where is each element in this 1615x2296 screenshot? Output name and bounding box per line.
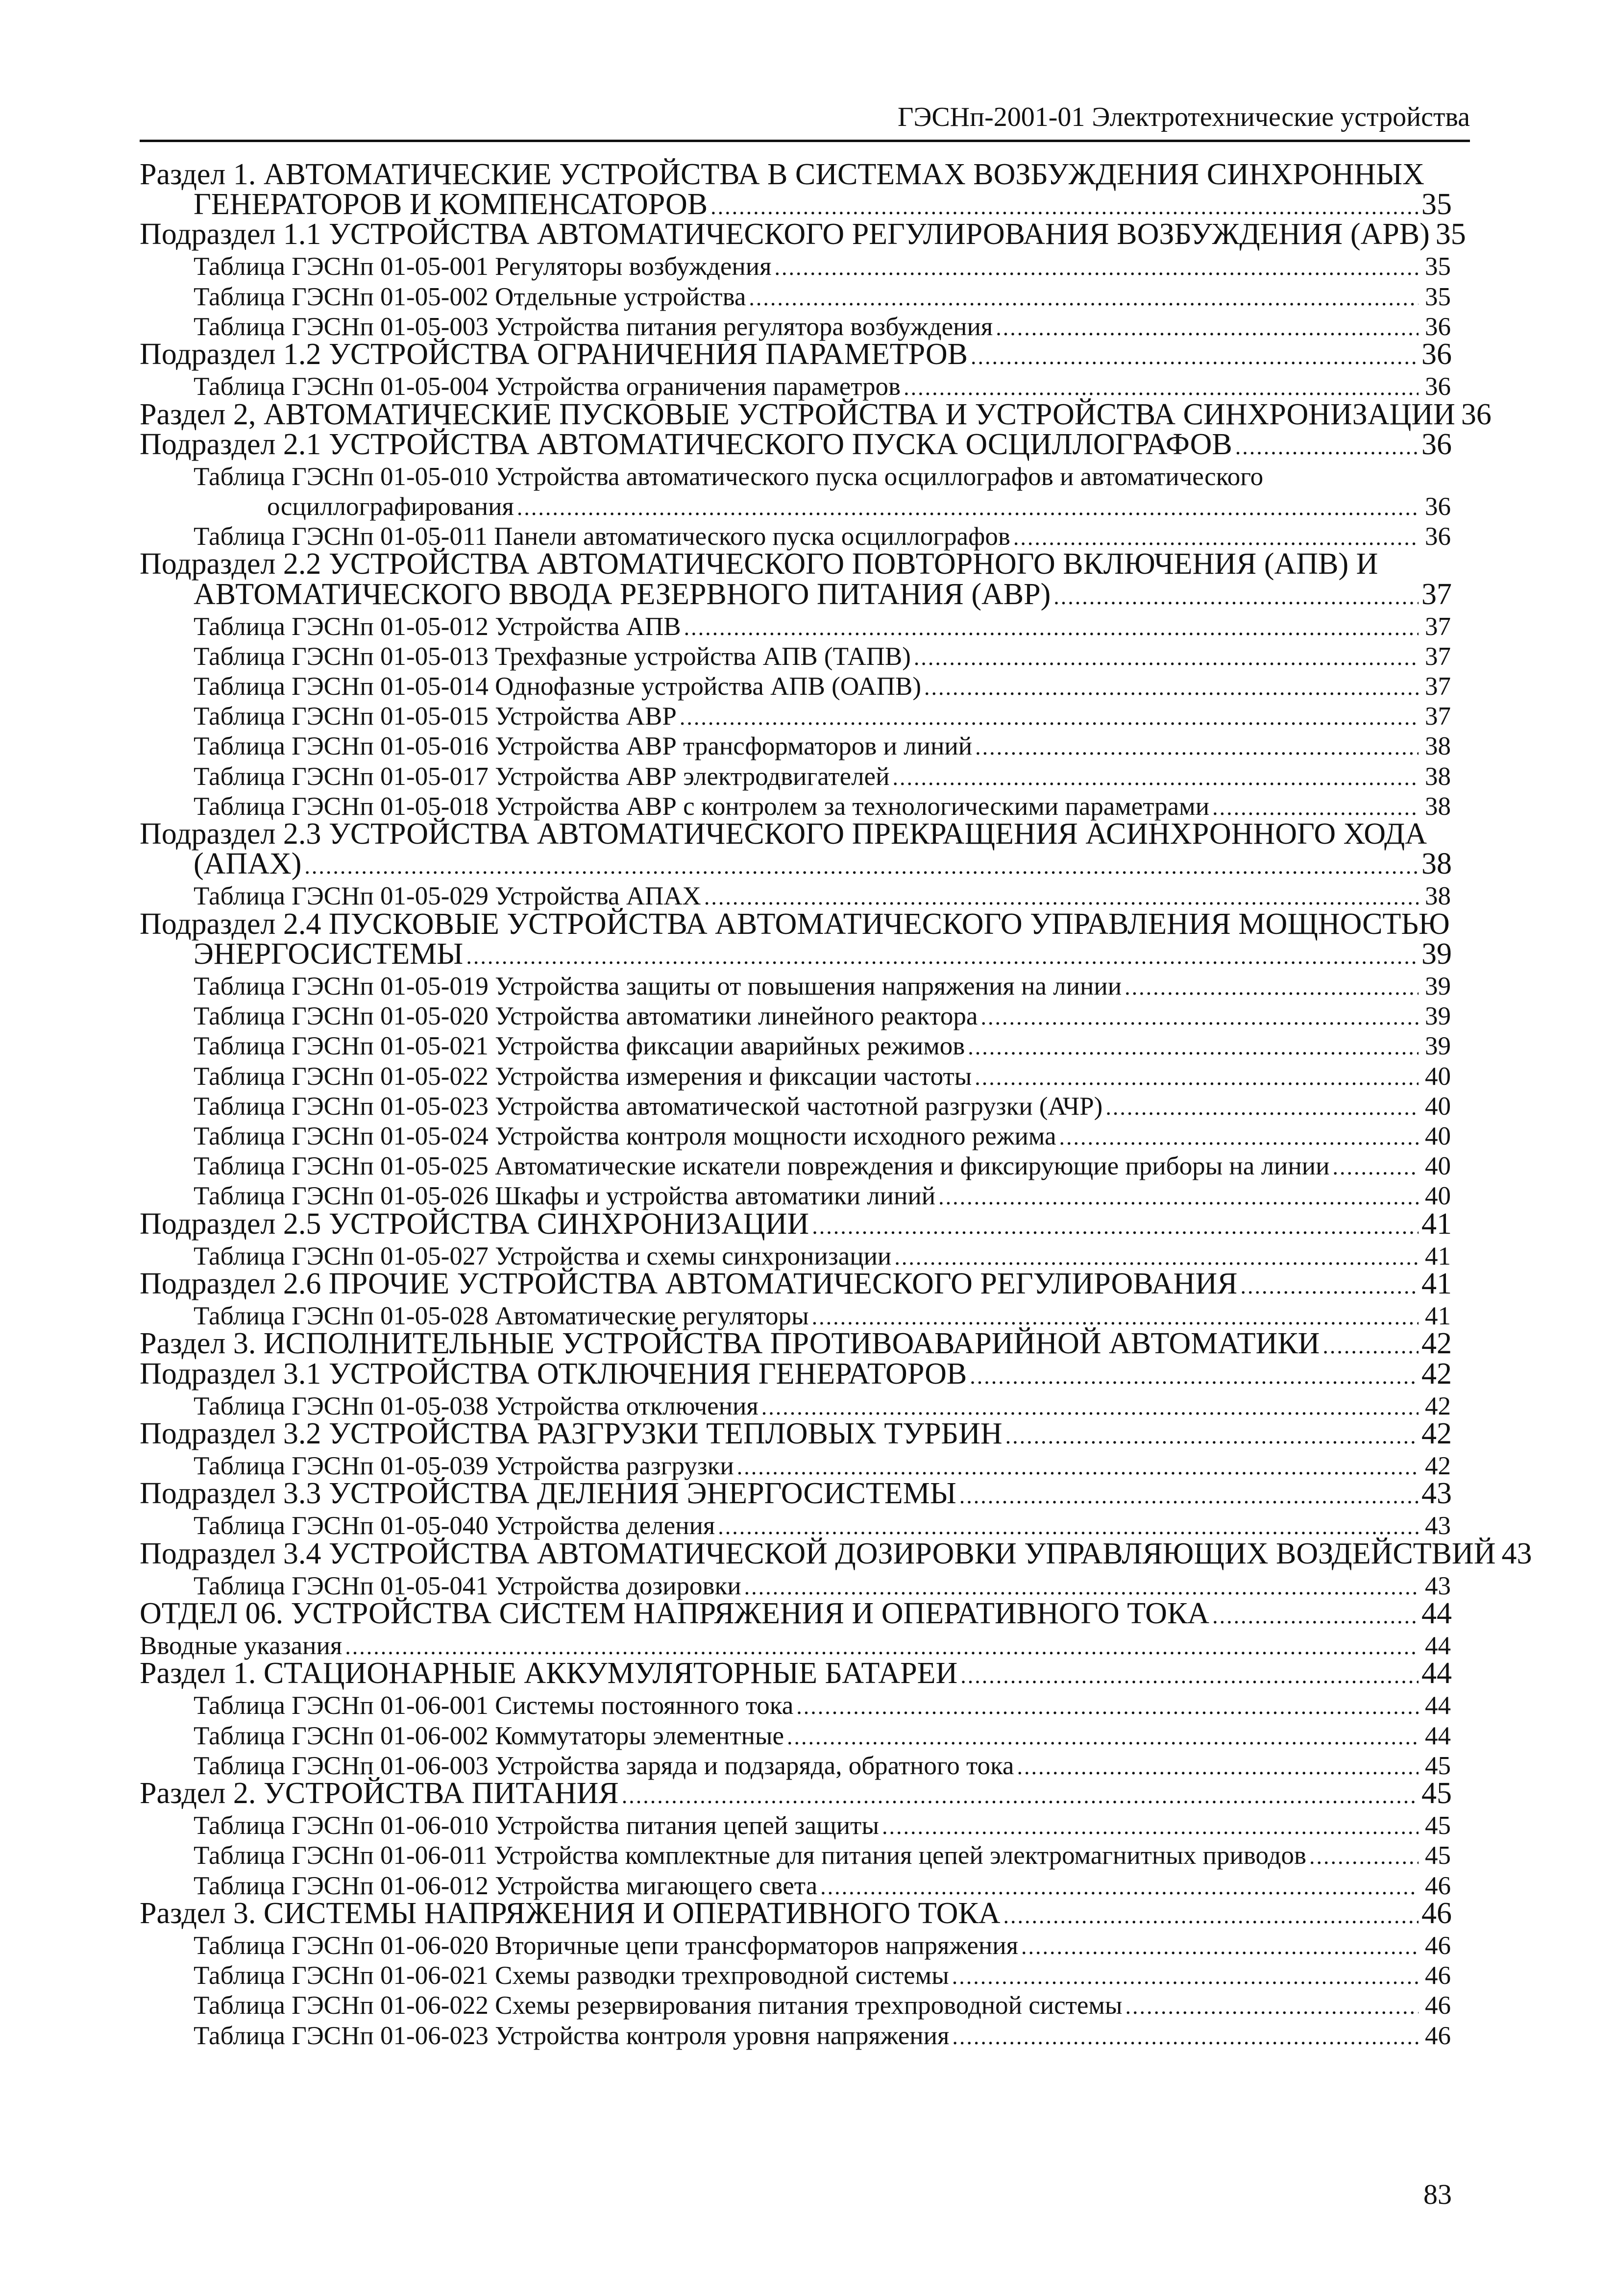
dot-leader (882, 1814, 1419, 1839)
dot-leader (1309, 1844, 1419, 1869)
toc-entry-title: Таблица ГЭСНп 01-05-004 Устройства ограничения параметров (194, 372, 901, 401)
toc-line (140, 1327, 1451, 1360)
dot-leader (952, 2025, 1419, 2050)
toc-entry-title: осциллографирования (267, 492, 514, 521)
toc-line (140, 338, 1451, 371)
toc-entry-title: Таблица ГЭСНп 01-05-010 Устройства автоматического пуска осциллографов и автоматического (194, 462, 1264, 491)
toc-line (140, 397, 1492, 431)
toc-entry-page: 41 (1421, 1207, 1452, 1241)
toc-entry-page: 44 (1421, 1597, 1452, 1630)
toc-line (194, 972, 1451, 1001)
toc-entry-page: 37 (1425, 642, 1451, 671)
dot-leader (304, 854, 1419, 879)
toc-entry-page: 44 (1425, 1721, 1451, 1750)
toc-entry (0, 1777, 1615, 1813)
toc-entry-title: Таблица ГЭСНп 01-05-026 Шкафы и устройства автоматики линий (194, 1182, 936, 1211)
dot-leader (1332, 1155, 1419, 1180)
dot-leader (517, 495, 1419, 520)
toc-entry (0, 1357, 1615, 1393)
toc-line (194, 1242, 1451, 1270)
dot-leader (1013, 525, 1419, 550)
toc-entry-page: 36 (1425, 522, 1451, 551)
toc-entry-title: Таблица ГЭСНп 01-06-011 Устройства комплектные для питания цепей электромагнитных приводов (194, 1841, 1307, 1870)
toc-entry (0, 1207, 1615, 1244)
toc-entry (0, 1933, 1615, 1963)
toc-entry-title: ЭНЕРГОСИСТЕМЫ (194, 937, 464, 971)
toc-line (194, 1691, 1451, 1720)
toc-line (140, 218, 1466, 251)
toc-line (140, 1477, 1451, 1510)
toc-entry-title: Таблица ГЭСНп 01-05-016 Устройства АВР трансформаторов и линий (194, 732, 973, 761)
toc-entry-title: Таблица ГЭСНп 01-05-018 Устройства АВР с контролем за технологическими параметрами (194, 792, 1210, 821)
toc-line (140, 158, 1451, 191)
toc-entry-title: Таблица ГЭСНп 01-06-022 Схемы резервирования питания трехпроводной системы (194, 1991, 1123, 2020)
toc-entry-title: Раздел 1. СТАЦИОНАРНЫЕ АККУМУЛЯТОРНЫЕ БАТАРЕИ (140, 1657, 958, 1690)
toc-line (194, 1182, 1451, 1210)
toc-entry-title: Раздел 3. СИСТЕМЫ НАПРЯЖЕНИЯ И ОПЕРАТИВНОГО ТОКА (140, 1896, 1001, 1930)
page-number: 83 (1423, 2178, 1452, 2210)
toc-entry (0, 974, 1615, 1003)
toc-entry-title: Таблица ГЭСНп 01-05-025 Автоматические искатели повреждения и фиксирующие приборы на линии (194, 1152, 1330, 1181)
toc-entry-title: Подраздел 3.1 УСТРОЙСТВА ОТКЛЮЧЕНИЯ ГЕНЕРАТОРОВ (140, 1357, 967, 1391)
toc-line (194, 1062, 1451, 1091)
toc-line (194, 2022, 1451, 2050)
toc-entry (0, 614, 1615, 644)
toc-line (267, 492, 1451, 521)
toc-entry-title: Раздел 2, АВТОМАТИЧЕСКИЕ ПУСКОВЫЕ УСТРОЙСТВА И УСТРОЙСТВА СИНХРОНИЗАЦИИ (140, 397, 1455, 431)
dot-leader (737, 1455, 1419, 1480)
toc-entry (0, 427, 1615, 464)
toc-entry (0, 494, 1615, 524)
dot-leader (345, 1635, 1419, 1660)
toc-entry (0, 1153, 1615, 1183)
toc-entry (0, 218, 1615, 254)
toc-entry-title: Таблица ГЭСНп 01-06-021 Схемы разводки трехпроводной системы (194, 1961, 949, 1990)
toc-entry-page: 43 (1421, 1477, 1452, 1511)
dot-leader (761, 1395, 1419, 1420)
toc-line (194, 1991, 1451, 2020)
toc-entry-page: 45 (1425, 1841, 1451, 1870)
toc-entry-page: 39 (1421, 937, 1452, 971)
toc-line (194, 578, 1451, 611)
toc-entry (0, 1267, 1615, 1303)
toc-entry-title: Таблица ГЭСНп 01-05-014 Однофазные устройства АПВ (ОАПВ) (194, 672, 922, 701)
dot-leader (1021, 1934, 1419, 1959)
toc-entry-title: Таблица ГЭСНп 01-05-021 Устройства фиксации аварийных режимов (194, 1032, 965, 1061)
toc-entry (0, 937, 1615, 974)
dot-leader (1053, 585, 1419, 610)
toc-entry-title: Таблица ГЭСНп 01-06-020 Вторичные цепи трансформаторов напряжения (194, 1931, 1018, 1960)
toc-line (140, 1777, 1451, 1810)
toc-entry-page: 35 (1425, 282, 1451, 311)
toc-entry-page: 36 (1425, 372, 1451, 401)
toc-entry-title: Таблица ГЭСНп 01-05-019 Устройства защиты от повышения напряжения на линии (194, 972, 1122, 1001)
toc-entry-page: 40 (1425, 1062, 1451, 1091)
toc-entry-title: Таблица ГЭСНп 01-05-040 Устройства деления (194, 1512, 715, 1540)
toc-line (140, 1632, 1451, 1660)
toc-entry-title: Подраздел 3.3 УСТРОЙСТВА ДЕЛЕНИЯ ЭНЕРГОСИСТЕМЫ (140, 1477, 956, 1511)
toc-entry-page: 45 (1425, 1751, 1451, 1780)
toc-line (194, 1722, 1451, 1750)
toc-entry-page: 42 (1425, 1451, 1451, 1480)
dot-leader (971, 344, 1419, 369)
toc-entry (0, 1124, 1615, 1153)
toc-line (140, 1597, 1451, 1630)
dot-leader (710, 195, 1419, 220)
toc-entry-title: Раздел 3. ИСПОЛНИТЕЛЬНЫЕ УСТРОЙСТВА ПРОТИВОАВАРИЙНОЙ АВТОМАТИКИ (140, 1327, 1320, 1361)
toc-entry (0, 847, 1615, 883)
toc-line (140, 1897, 1451, 1930)
toc-entry (0, 577, 1615, 614)
toc-entry-page: 36 (1425, 492, 1451, 521)
dot-leader (975, 1065, 1419, 1090)
toc-entry-page: 39 (1425, 1032, 1451, 1061)
toc-entry-title: Таблица ГЭСНп 01-05-029 Устройства АПАХ (194, 882, 701, 911)
toc-line (140, 428, 1451, 461)
toc-entry-title: Подраздел 3.2 УСТРОЙСТВА РАЗГРУЗКИ ТЕПЛОВЫХ ТУРБИН (140, 1417, 1003, 1450)
toc-entry-page: 35 (1425, 252, 1451, 281)
dot-leader (970, 1364, 1419, 1389)
toc-entry-title: Подраздел 2.6 ПРОЧИЕ УСТРОЙСТВА АВТОМАТИЧЕСКОГО РЕГУЛИРОВАНИЯ (140, 1267, 1238, 1300)
toc-entry-title: Таблица ГЭСНп 01-05-003 Устройства питания регулятора возбуждения (194, 312, 993, 341)
toc-entry-title: Таблица ГЭСНп 01-06-012 Устройства мигающего света (194, 1871, 818, 1900)
dot-leader (1017, 1755, 1419, 1780)
toc-entry-title: Таблица ГЭСНп 01-05-020 Устройства автоматики линейного реактора (194, 1002, 978, 1031)
toc-entry-title: Таблица ГЭСНп 01-05-041 Устройства дозировки (194, 1571, 741, 1600)
dot-leader (892, 765, 1419, 790)
toc-entry-page: 41 (1421, 1267, 1452, 1300)
toc-entry-title: Таблица ГЭСНп 01-06-001 Системы постоянного тока (194, 1691, 794, 1720)
dot-leader (1105, 1095, 1419, 1120)
toc-line (194, 1572, 1451, 1600)
toc-entry (0, 284, 1615, 314)
toc-line (194, 372, 1451, 401)
toc-entry (0, 254, 1615, 284)
toc-entry-page: 46 (1425, 1961, 1451, 1990)
toc-line (140, 1357, 1451, 1391)
toc-line (194, 672, 1451, 701)
dot-leader (812, 1214, 1419, 1239)
toc-entry-title: АВТОМАТИЧЕСКОГО ВВОДА РЕЗЕРВНОГО ПИТАНИЯ (АВР) (194, 577, 1051, 611)
toc-entry (0, 1417, 1615, 1453)
toc-entry-page: 44 (1421, 1657, 1452, 1690)
dot-leader (1322, 1334, 1419, 1359)
toc-entry-title: Таблица ГЭСНп 01-05-038 Устройства отключения (194, 1392, 759, 1420)
toc-entry-page: 41 (1425, 1242, 1451, 1270)
toc-entry (0, 1537, 1615, 1573)
toc-entry (0, 1896, 1615, 1933)
toc-line (194, 1092, 1451, 1121)
toc-line (194, 1931, 1451, 1960)
toc-entry-page: 41 (1425, 1302, 1451, 1331)
toc-line (194, 1032, 1451, 1060)
dot-leader (960, 1663, 1419, 1688)
toc-entry-title: Подраздел 2.2 УСТРОЙСТВА АВТОМАТИЧЕСКОГО ПОВТОРНОГО ВКЛЮЧЕНИЯ (АПВ) И (140, 547, 1378, 581)
table-of-contents (0, 158, 1615, 2053)
toc-entry-title: Таблица ГЭСНп 01-05-023 Устройства автоматической частотной разгрузки (АЧР) (194, 1092, 1103, 1121)
dot-leader (1003, 1904, 1419, 1929)
dot-leader (904, 375, 1419, 400)
toc-line (194, 762, 1451, 791)
toc-entry-page: 38 (1425, 792, 1451, 821)
dot-leader (812, 1305, 1419, 1330)
dot-leader (975, 735, 1419, 760)
toc-entry (0, 674, 1615, 704)
dot-leader (1125, 975, 1419, 1000)
toc-entry-page: 46 (1425, 1991, 1451, 2020)
toc-entry-page: 46 (1421, 1896, 1452, 1930)
dot-leader (996, 316, 1419, 341)
toc-line (140, 547, 1451, 581)
toc-entry-page: 38 (1425, 732, 1451, 761)
toc-line (194, 1302, 1451, 1330)
toc-line (194, 1152, 1451, 1180)
toc-entry-page: 46 (1425, 1931, 1451, 1960)
toc-entry-title: Таблица ГЭСНп 01-05-015 Устройства АВР (194, 702, 677, 731)
toc-entry (0, 764, 1615, 794)
toc-entry (0, 1003, 1615, 1033)
toc-entry-title: Подраздел 2.3 УСТРОЙСТВА АВТОМАТИЧЕСКОГО ПРЕКРАЩЕНИЯ АСИНХРОННОГО ХОДА (140, 817, 1427, 851)
toc-entry-page: 38 (1425, 762, 1451, 791)
toc-entry-title: (АПАХ) (194, 847, 302, 881)
toc-line (194, 732, 1451, 760)
toc-line (194, 1392, 1451, 1420)
toc-entry-page: 38 (1425, 882, 1451, 911)
dot-leader (680, 705, 1419, 730)
toc-line (194, 188, 1451, 221)
toc-entry-title: Таблица ГЭСНп 01-05-002 Отдельные устройства (194, 282, 746, 311)
toc-entry-page: 43 (1501, 1537, 1532, 1570)
toc-line (194, 1512, 1451, 1540)
dot-leader (1235, 435, 1419, 460)
toc-entry-page: 39 (1425, 1002, 1451, 1031)
toc-entry-page: 42 (1421, 1357, 1452, 1391)
toc-entry-page: 36 (1425, 312, 1451, 341)
toc-entry-page: 46 (1425, 1871, 1451, 1900)
dot-leader (787, 1725, 1419, 1750)
toc-entry-page: 37 (1425, 702, 1451, 731)
toc-entry-page: 40 (1425, 1092, 1451, 1121)
dot-leader (749, 286, 1419, 311)
toc-line (140, 1657, 1451, 1690)
toc-line (194, 522, 1451, 551)
dot-leader (796, 1694, 1419, 1719)
dot-leader (1212, 795, 1419, 820)
toc-entry-page: 37 (1425, 612, 1451, 641)
toc-entry-title: Подраздел 1.1 УСТРОЙСТВА АВТОМАТИЧЕСКОГО РЕГУЛИРОВАНИЯ ВОЗБУЖДЕНИЯ (АРВ) (140, 218, 1430, 251)
toc-entry-page: 42 (1421, 1417, 1452, 1450)
toc-line (140, 1537, 1532, 1570)
toc-line (140, 1207, 1451, 1241)
toc-line (194, 1811, 1451, 1840)
toc-entry (0, 1813, 1615, 1843)
toc-entry-page: 35 (1421, 188, 1452, 221)
toc-entry-page: 44 (1425, 1691, 1451, 1720)
dot-leader (718, 1514, 1419, 1539)
toc-entry (0, 464, 1615, 494)
toc-entry-title: ОТДЕЛ 06. УСТРОЙСТВА СИСТЕМ НАПРЯЖЕНИЯ И ОПЕРАТИВНОГО ТОКА (140, 1597, 1210, 1630)
toc-entry (0, 1963, 1615, 1993)
dot-leader (744, 1575, 1419, 1600)
toc-entry-page: 36 (1421, 427, 1452, 461)
toc-entry (0, 2023, 1615, 2053)
dot-leader (775, 255, 1419, 280)
running-header (140, 100, 1470, 142)
toc-line (194, 1841, 1451, 1870)
dot-leader (1005, 1424, 1419, 1449)
dot-leader (1126, 1994, 1419, 2019)
dot-leader (820, 1875, 1419, 1900)
toc-line (194, 252, 1451, 281)
toc-entry-title: Таблица ГЭСНп 01-05-039 Устройства разгрузки (194, 1451, 734, 1480)
toc-line (194, 1002, 1451, 1030)
toc-entry-title: Подраздел 2.1 УСТРОЙСТВА АВТОМАТИЧЕСКОГО ПУСКА ОСЦИЛЛОГРАФОВ (140, 427, 1232, 461)
toc-entry (0, 1723, 1615, 1753)
toc-entry-page: 35 (1435, 218, 1466, 251)
dot-leader (1240, 1274, 1419, 1299)
dot-leader (980, 1005, 1419, 1030)
toc-line (194, 283, 1451, 311)
toc-entry-title: Таблица ГЭСНп 01-05-024 Устройства контроля мощности исходного режима (194, 1122, 1056, 1150)
toc-line (194, 463, 1451, 491)
toc-entry (0, 1693, 1615, 1723)
toc-entry-page: 40 (1425, 1152, 1451, 1181)
toc-entry-page: 39 (1425, 972, 1451, 1001)
toc-entry (0, 1033, 1615, 1063)
toc-entry-page: 36 (1461, 397, 1492, 431)
toc-line (140, 1417, 1451, 1450)
toc-entry-title: ГЕНЕРАТОРОВ И КОМПЕНСАТОРОВ (194, 188, 708, 221)
dot-leader (968, 1035, 1419, 1060)
dot-leader (952, 1964, 1419, 1989)
toc-entry (0, 1993, 1615, 2023)
toc-entry (0, 1657, 1615, 1693)
dot-leader (924, 675, 1419, 700)
toc-line (194, 313, 1451, 341)
dot-leader (938, 1185, 1419, 1210)
toc-entry-page: 44 (1425, 1632, 1451, 1661)
toc-entry-title: Таблица ГЭСНп 01-06-003 Устройства заряда и подзаряда, обратного тока (194, 1751, 1014, 1780)
toc-entry-title: Раздел 1. АВТОМАТИЧЕСКИЕ УСТРОЙСТВА В СИСТЕМАХ ВОЗБУЖДЕНИЯ СИНХРОННЫХ (140, 158, 1424, 191)
dot-leader (704, 885, 1419, 910)
toc-entry-page: 43 (1425, 1571, 1451, 1600)
toc-line (140, 1267, 1451, 1300)
toc-entry-page: 38 (1421, 847, 1452, 881)
toc-entry-title: Раздел 2. УСТРОЙСТВА ПИТАНИЯ (140, 1777, 619, 1810)
toc-line (194, 937, 1451, 971)
toc-entry-title: Таблица ГЭСНп 01-05-013 Трехфазные устройства АПВ (ТАПВ) (194, 642, 911, 671)
toc-line (194, 1122, 1451, 1150)
toc-entry (0, 1477, 1615, 1513)
toc-entry-title: Таблица ГЭСНп 01-05-001 Регуляторы возбуждения (194, 252, 772, 281)
dot-leader (914, 645, 1419, 670)
toc-entry-title: Подраздел 2.4 ПУСКОВЫЕ УСТРОЙСТВА АВТОМАТИЧЕСКОГО УПРАВЛЕНИЯ МОЩНОСТЬЮ (140, 907, 1450, 941)
toc-entry (0, 1597, 1615, 1633)
toc-line (194, 612, 1451, 641)
toc-entry-page: 40 (1425, 1182, 1451, 1211)
toc-entry-title: Таблица ГЭСНп 01-06-010 Устройства питания цепей защиты (194, 1811, 879, 1840)
toc-line (194, 882, 1451, 910)
toc-line (194, 792, 1451, 821)
dot-leader (1212, 1604, 1419, 1629)
dot-leader (466, 944, 1419, 969)
toc-line (140, 907, 1451, 941)
toc-entry-page: 42 (1425, 1392, 1451, 1420)
toc-line (194, 1961, 1451, 1990)
toc-line (194, 1452, 1451, 1480)
toc-entry-title: Таблица ГЭСНп 01-05-011 Панели автоматического пуска осциллографов (194, 522, 1010, 551)
toc-entry-page: 45 (1421, 1777, 1452, 1810)
toc-entry-title: Таблица ГЭСНп 01-06-023 Устройства контроля уровня напряжения (194, 2021, 950, 2050)
toc-entry-page: 42 (1421, 1327, 1452, 1361)
toc-entry-page: 37 (1425, 672, 1451, 701)
toc-entry-page: 43 (1425, 1512, 1451, 1540)
toc-entry-title: Подраздел 3.4 УСТРОЙСТВА АВТОМАТИЧЕСКОЙ ДОЗИРОВКИ УПРАВЛЯЮЩИХ ВОЗДЕЙСТВИЙ (140, 1537, 1496, 1570)
toc-entry-page: 37 (1421, 577, 1452, 611)
toc-entry (0, 704, 1615, 733)
toc-line (194, 642, 1451, 671)
toc-entry-page: 46 (1425, 2021, 1451, 2050)
toc-entry-title: Таблица ГЭСНп 01-05-028 Автоматические регуляторы (194, 1302, 809, 1331)
toc-line (194, 1872, 1451, 1900)
toc-entry (0, 1094, 1615, 1124)
dot-leader (684, 615, 1419, 640)
toc-entry (0, 338, 1615, 374)
toc-entry-title: Таблица ГЭСНп 01-05-017 Устройства АВР электродвигателей (194, 762, 890, 791)
toc-line (194, 702, 1451, 731)
toc-entry (0, 1843, 1615, 1873)
toc-entry-page: 45 (1425, 1811, 1451, 1840)
toc-entry-title: Подраздел 1.2 УСТРОЙСТВА ОГРАНИЧЕНИЯ ПАРАМЕТРОВ (140, 338, 968, 371)
toc-entry-title: Подраздел 2.5 УСТРОЙСТВА СИНХРОНИЗАЦИИ (140, 1207, 809, 1241)
toc-entry-title: Вводные указания (140, 1632, 343, 1661)
toc-entry-title: Таблица ГЭСНп 01-06-002 Коммутаторы элементные (194, 1721, 784, 1750)
toc-entry (0, 734, 1615, 764)
toc-entry-title: Таблица ГЭСНп 01-05-022 Устройства измерения и фиксации частоты (194, 1062, 972, 1091)
toc-entry-title: Таблица ГЭСНп 01-05-027 Устройства и схемы синхронизации (194, 1242, 892, 1270)
dot-leader (959, 1484, 1419, 1509)
toc-entry-page: 36 (1421, 338, 1452, 371)
toc-entry (0, 1064, 1615, 1094)
toc-entry-page: 40 (1425, 1122, 1451, 1150)
toc-line (194, 1752, 1451, 1780)
running-header-text: ГЭСНп-2001-01 Электротехнические устройства (897, 102, 1470, 132)
dot-leader (1059, 1125, 1419, 1150)
toc-line (140, 817, 1451, 851)
toc-entry-title: Таблица ГЭСНп 01-05-012 Устройства АПВ (194, 612, 681, 641)
dot-leader (894, 1245, 1419, 1270)
toc-line (194, 847, 1451, 880)
toc-entry (0, 644, 1615, 674)
dot-leader (622, 1783, 1419, 1808)
